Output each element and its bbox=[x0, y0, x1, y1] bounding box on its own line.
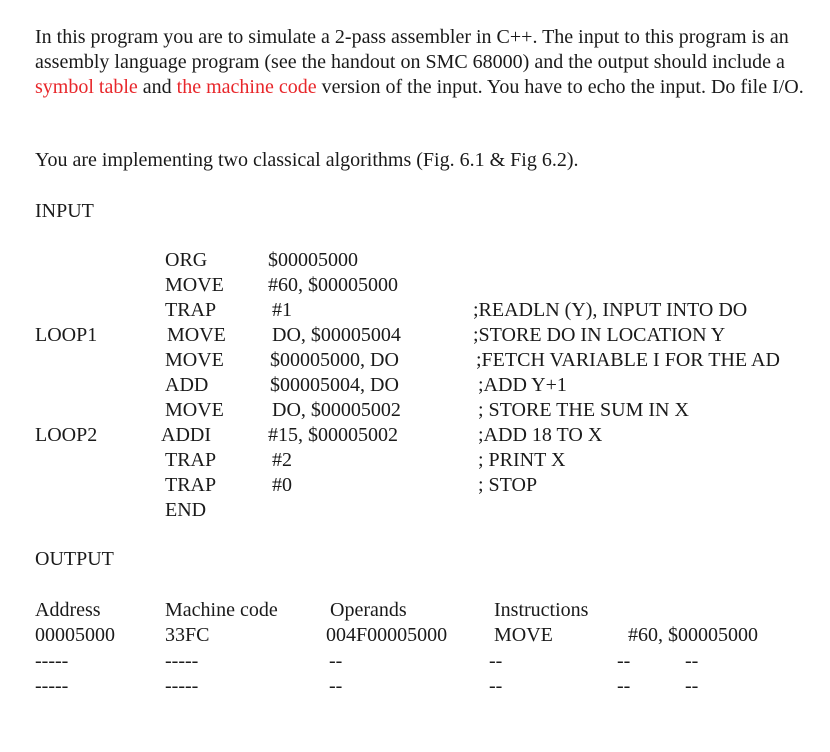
operand-6: DO, $00005002 bbox=[272, 399, 401, 421]
comment-5: ;ADD Y+1 bbox=[478, 374, 567, 396]
machine-code-text: the machine code bbox=[176, 76, 317, 98]
row-0-operand-value: #60, $00005000 bbox=[628, 624, 758, 646]
row-2-col5: -- bbox=[617, 675, 631, 697]
row-1-col6: -- bbox=[685, 650, 699, 672]
operand-1: #60, $00005000 bbox=[268, 274, 398, 296]
row-2-machine-code: ----- bbox=[165, 675, 199, 697]
row-2-col6: -- bbox=[685, 675, 699, 697]
comment-9: ; STOP bbox=[478, 474, 538, 496]
row-0-operands: 004F00005000 bbox=[326, 624, 448, 646]
comment-8: ; PRINT X bbox=[478, 449, 566, 471]
row-0-instruction: MOVE bbox=[494, 624, 553, 646]
operand-8: #2 bbox=[272, 449, 292, 471]
header-machine-code: Machine code bbox=[165, 599, 278, 621]
symbol-table-text: symbol table bbox=[35, 76, 138, 98]
operand-9: #0 bbox=[272, 474, 292, 496]
op-4: MOVE bbox=[165, 349, 224, 371]
row-1-machine-code: ----- bbox=[165, 650, 199, 672]
row-2-operands: -- bbox=[329, 675, 343, 697]
operand-0: $00005000 bbox=[268, 249, 358, 271]
intro-text-1: In this program you are to simulate a 2-pass assembler in C++. The input to this program is an assembly language program (see the handout on SMC 68000) and the output should include a bbox=[35, 26, 789, 73]
intro-text-2: and bbox=[137, 76, 177, 98]
header-instructions: Instructions bbox=[494, 599, 589, 621]
row-1-col5: -- bbox=[617, 650, 631, 672]
output-heading: OUTPUT bbox=[35, 548, 114, 570]
row-0-machine-code: 33FC bbox=[165, 624, 210, 646]
algorithms-line: You are implementing two classical algorithms (Fig. 6.1 & Fig 6.2). bbox=[35, 149, 579, 171]
op-1: MOVE bbox=[165, 274, 224, 296]
op-6: MOVE bbox=[165, 399, 224, 421]
input-heading: INPUT bbox=[35, 200, 94, 222]
row-1-address: ----- bbox=[35, 650, 69, 672]
row-0-address: 00005000 bbox=[35, 624, 115, 646]
op-10: END bbox=[165, 499, 207, 521]
row-2-address: ----- bbox=[35, 675, 69, 697]
op-8: TRAP bbox=[165, 449, 217, 471]
operand-5: $00005004, DO bbox=[270, 374, 399, 396]
op-2: TRAP bbox=[165, 299, 217, 321]
label-loop2: LOOP2 bbox=[35, 424, 98, 446]
intro-paragraph bbox=[35, 25, 815, 100]
header-address: Address bbox=[35, 599, 101, 621]
operand-2: #1 bbox=[272, 299, 292, 321]
comment-3: ;STORE DO IN LOCATION Y bbox=[473, 324, 726, 346]
header-operands: Operands bbox=[330, 599, 407, 621]
comment-4: ;FETCH VARIABLE I FOR THE AD bbox=[476, 349, 780, 371]
row-2-instruction: -- bbox=[489, 675, 503, 697]
comment-7: ;ADD 18 TO X bbox=[478, 424, 603, 446]
intro-text-3: version of the input. You have to echo the input. Do file I/O. bbox=[316, 76, 804, 98]
comment-2: ;READLN (Y), INPUT INTO DO bbox=[473, 299, 748, 321]
operand-7: #15, $00005002 bbox=[268, 424, 398, 446]
op-3: MOVE bbox=[167, 324, 226, 346]
operand-3: DO, $00005004 bbox=[272, 324, 401, 346]
op-9: TRAP bbox=[165, 474, 217, 496]
op-0: ORG bbox=[165, 249, 208, 271]
op-5: ADD bbox=[165, 374, 209, 396]
label-loop1: LOOP1 bbox=[35, 324, 98, 346]
op-7: ADDI bbox=[161, 424, 211, 446]
operand-4: $00005000, DO bbox=[270, 349, 399, 371]
row-1-instruction: -- bbox=[489, 650, 503, 672]
comment-6: ; STORE THE SUM IN X bbox=[478, 399, 689, 421]
row-1-operands: -- bbox=[329, 650, 343, 672]
